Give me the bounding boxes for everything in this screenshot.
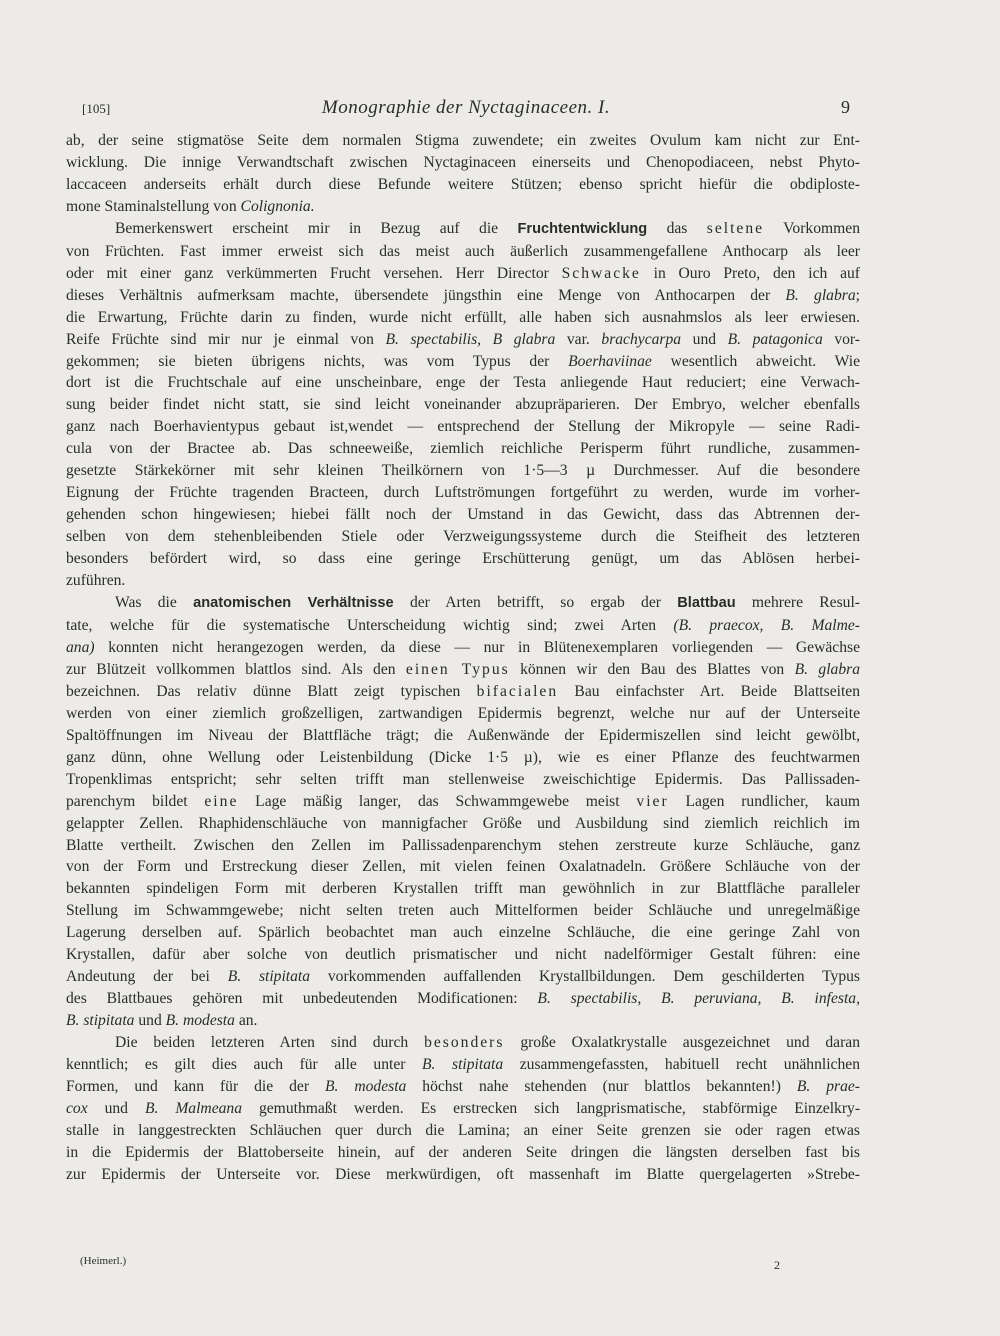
text-line: Krystallen, dafür aber solche von deutlich prismatischer und nicht nadelförmiger Gestalt führen: eine [66,946,860,964]
text-line: gekommen; sie bieten übrigens nichts, was vom Typus der Boerhaviinae wesentlich abweicht. Wie [66,352,860,370]
text-line: des Blattbaues gehören mit unbedeutenden Modificationen: B. spectabilis, B. peruviana, B. infesta, [66,990,860,1008]
text-line: wicklung. Die innige Verwandtschaft zwischen Nyctaginaceen einerseits und Chenopodiaceen, nebst Phyto- [66,153,860,171]
page-number: 9 [841,97,850,117]
text-line: in die Epidermis der Blattoberseite hinein, auf der anderen Seite dringen die längsten derselben fast bis [66,1143,860,1161]
text-line: laccaceen anderseits erhält durch diese Befunde weitere Stützen; ebenso spricht hiefür die obdiploste- [66,175,860,193]
text-line: dort ist die Fruchtschale auf eine unscheinbare, enge der Testa anliegende Haut reduciert; eine Verwach- [66,374,860,392]
text-line: die Erwartung, Früchte darin zu finden, wurde nicht erfüllt, alle haben sich ausnahmslos als leer erwiesen. [66,308,860,326]
text-line: von Früchten. Fast immer erweist sich das meist auch äußerlich zusammengefallene Anthocarp als leer [66,242,860,260]
author-signature: (Heimerl.) [80,1255,127,1267]
text-line: gesetzte Stärkekörner mit sehr kleinen Theilkörnern von 1·5—3 µ Durchmesser. Auf die besondere [66,462,860,480]
text-line: Tropenklimas entspricht; sehr selten trifft man stellenweise zweischichtige Epidermis. Das Pallissaden- [66,770,860,788]
page-footer [80,1255,780,1275]
text-line: Eignung der Früchte tragenden Bracteen, durch Luftströmungen fortgeführt zu werden, wurde im vorher- [66,484,860,502]
text-line: Formen, und kann für die der B. modesta höchst nahe stehenden (nur blattlos bekannten!) B. prae- [66,1077,860,1095]
text-line: zuführen. [66,572,126,590]
text-line: tate, welche für die systematische Unterscheidung wichtig sind; zwei Arten (B. praecox, B. Malme- [66,616,860,634]
text-line: cox und B. Malmeana gemuthmaßt werden. Es erstrecken sich langprismatische, stabförmige Einzelkry- [66,1099,861,1117]
text-line: bezeichnen. Das relativ dünne Blatt zeigt typischen bifacialen Bau einfachster Art. Beide Blattseiten [66,682,861,700]
text-line: ganz dünn, ohne Wellung oder Leistenbildung (Dicke 1·5 µ), wie es einer Pflanze des feuchtwarmen [66,748,860,766]
text-line: selben von dem stehenbleibenden Stiele oder Verzweigungssysteme durch die Steifheit des letzteren [66,528,860,546]
text-line: Blatte vertheilt. Zwischen den Zellen im Pallissadenparenchym stehen zerstreute kurze Schläuche, ganz [66,836,860,854]
text-line: B. stipitata und B. modesta an. [66,1012,258,1030]
text-line: ana) konnten nicht herangezogen werden, da diese — nur in Blütenexemplaren vorliegenden — Gewächse [66,638,860,656]
text-line: gehenden schon hingewiesen; hiebei fällt noch der Umstand in das Gewicht, dass das Abtrennen der- [66,506,860,524]
text-line: cula von der Bractee ab. Das schneeweiße, ziemlich reichliche Perisperm führt rundliche, zusammen- [66,440,860,458]
text-line: Andeutung der bei B. stipitata vorkommenden auffallenden Krystallbildungen. Dem geschilderten Typus [66,968,861,986]
text-line: sung beider findet nicht statt, sie sind leicht voneinander abzupräparieren. Der Embryo, welcher ebenfalls [66,396,860,414]
page-header [82,97,850,123]
signature-mark: 2 [774,1258,780,1272]
text-line: bekannten spindeligen Form mit derberen Krystallen trifft man gewöhnlich in zur Blattfläche paralleler [66,880,860,898]
text-line: werden von einer ziemlich großzelligen, zartwandigen Epidermis begrenzt, welche nur auf der Unterseite [66,704,860,722]
text-line: Was die anatomischen Verhältnisse der Arten betrifft, so ergab der Blattbau mehrere Resul- [115,594,860,612]
body-text [66,130,860,1186]
text-line: Bemerkenswert erscheint mir in Bezug auf die Fruchtentwicklung das seltene Vorkommen [115,219,860,237]
original-page-ref: [105] [82,101,111,116]
text-line: stalle in langgestreckten Schläuchen quer durch die Lamina; an einer Seite grenzen sie oder ragen etwas [66,1121,860,1139]
text-line: ganz nach Boerhavientypus gebaut ist,wendet — entsprechend der Stellung der Mikropyle — seine Radi- [66,418,860,436]
text-line: Lagerung derselben auf. Spärlich beobachtet man auch einzelne Schläuche, die eine geringe Zahl von [66,924,860,942]
text-line: mone Staminalstellung von Colignonia. [66,197,315,215]
text-line: dieses Verhältnis aufmerksam machte, übersendete jüngsthin eine Menge von Anthocarpen der B. glabra; [66,286,860,304]
text-line: Stellung im Schwammgewebe; nicht selten treten auch Mittelformen beider Schläuche und unregelmäßige [66,902,860,920]
text-line: besonders befördert wird, so dass eine geringe Erschütterung genügt, um das Ablösen herbei- [66,550,860,568]
text-line: Die beiden letzteren Arten sind durch besonders große Oxalatkrystalle ausgezeichnet und daran [115,1034,860,1052]
text-line: kenntlich; es gilt dies auch für alle unter B. stipitata zusammengefassten, habituell recht unähnlichen [66,1056,860,1074]
text-line: ab, der seine stigmatöse Seite dem normalen Stigma zuwendete; ein zweites Ovulum kam nicht zur Ent- [66,132,860,149]
text-line: gelappter Zellen. Rhaphidenschläuche von mannigfacher Größe und Ausbildung sind ziemlich reichlich im [66,814,860,832]
running-title: Monographie der Nyctaginaceen. I. [321,97,611,118]
text-line: zur Blützeit vollkommen blattlos sind. Als den einen Typus können wir den Bau des Blattes von B. glabra [66,660,860,678]
text-line: Reife Früchte sind mir nur je einmal von B. spectabilis, B glabra var. brachycarpa und B. patagonica vor- [66,330,860,348]
text-line: parenchym bildet eine Lage mäßig langer, das Schwammgewebe meist vier Lagen rundlicher, kaum [66,792,861,810]
text-line: von der Form und Erstreckung dieser Zellen, mit vielen feinen Oxalatnadeln. Größere Schläuche von der [66,858,860,876]
text-line: Spaltöffnungen im Niveau der Blattfläche trägt; die Außenwände der Epidermiszellen sind leicht gewölbt, [66,726,860,744]
text-line: oder mit einer ganz verkümmerten Frucht versehen. Herr Director Schwacke in Ouro Preto, den ich auf [66,264,861,282]
text-line: zur Epidermis der Unterseite vor. Diese merkwürdigen, oft massenhaft im Blatte quergelagerten »Strebe- [66,1165,860,1183]
